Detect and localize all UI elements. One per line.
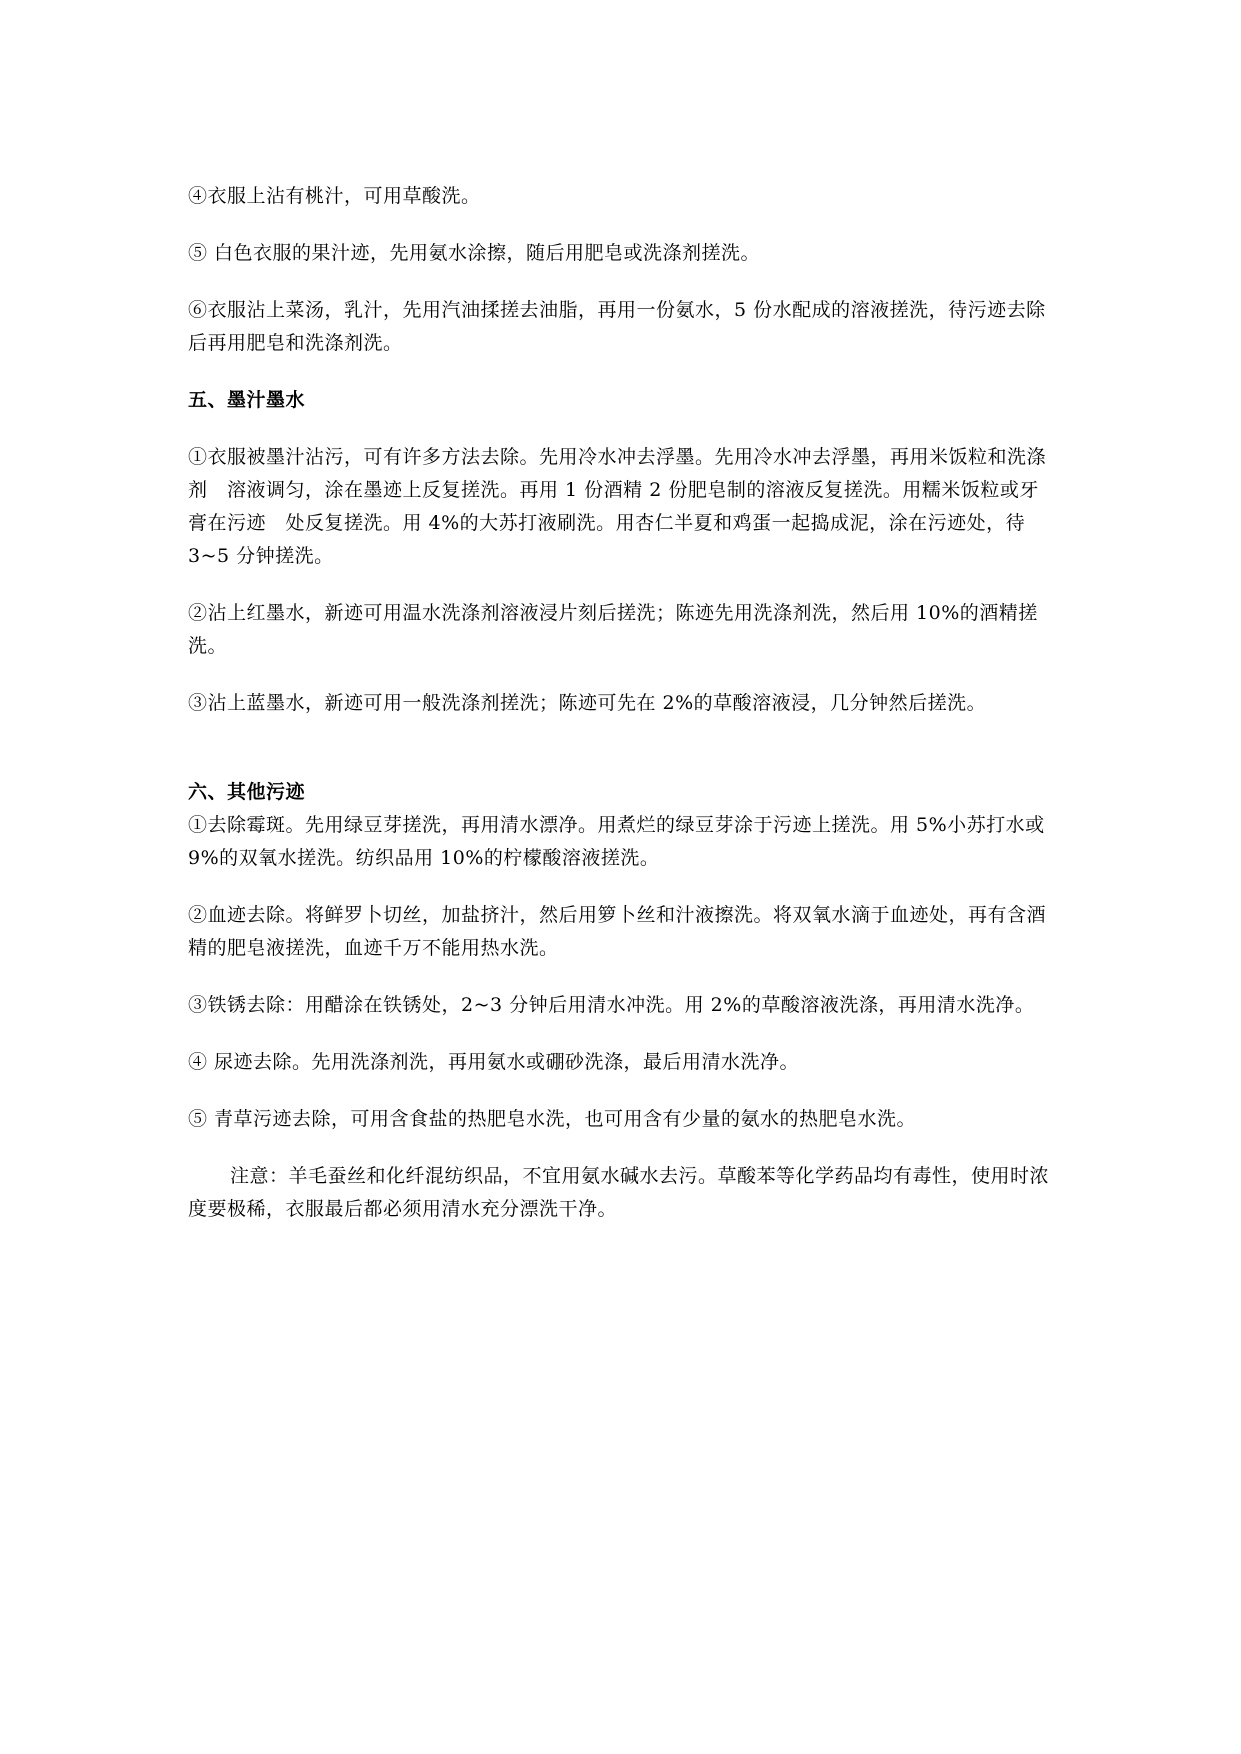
paragraph-rust: ③铁锈去除：用醋涂在铁锈处，2~3 分钟后用清水冲洗。用 2%的草酸溶液洗涤，再用清水洗净。: [188, 994, 1035, 1016]
paragraph-blood: ②血迹去除。将鲜罗卜切丝，加盐挤汁，然后用箩卜丝和汁液擦洗。将双氧水滴于血迹处，再有含酒精的肥皂液搓洗，血迹千万不能用热水洗。: [188, 904, 1047, 959]
paragraph-peach-juice: ④衣服上沾有桃汁，可用草酸洗。: [188, 185, 481, 207]
document-body: [188, 180, 1053, 1226]
paragraph-soup-milk: ⑥衣服沾上菜汤，乳汁，先用汽油揉搓去油脂，再用一份氨水，5 份水配成的溶液搓洗，待污迹去除后再用肥皂和洗涤剂洗。: [188, 299, 1046, 354]
section-heading-other-stains: 六、其他污迹: [188, 781, 306, 803]
paragraph-caution-note: 注意：羊毛蚕丝和化纤混纺织品，不宜用氨水碱水去污。草酸苯等化学药品均有毒性，使用时浓度要极稀，衣服最后都必须用清水充分漂洗干净。: [188, 1165, 1050, 1220]
paragraph-fruit-juice: ⑤ 白色衣服的果汁迹，先用氨水涂擦，随后用肥皂或洗涤剂搓洗。: [188, 242, 761, 264]
paragraph-mildew: ①去除霉斑。先用绿豆芽搓洗，再用清水漂净。用煮烂的绿豆芽涂于污迹上搓洗。用 5%小苏打水或 9%的双氧水搓洗。纺织品用 10%的柠檬酸溶液搓洗。: [188, 814, 1045, 869]
paragraph-ink-removal: ①衣服被墨汁沾污，可有许多方法去除。先用冷水冲去浮墨。先用冷水冲去浮墨，再用米饭粒和洗涤剂 溶液调匀，涂在墨迹上反复搓洗。再用 1 份酒精 2 份肥皂制的溶液反复搓洗。用糯米饭粒或牙膏在污迹 处反复搓洗。用 4%的大苏打液刷洗。用杏仁半夏和鸡蛋一起捣成泥，涂在污迹处，待 3~5 分钟搓洗。: [188, 446, 1047, 567]
paragraph-grass: ⑤ 青草污迹去除，可用含食盐的热肥皂水洗，也可用含有少量的氨水的热肥皂水洗。: [188, 1108, 917, 1130]
paragraph-red-ink: ②沾上红墨水，新迹可用温水洗涤剂溶液浸片刻后搓洗；陈迹先用洗涤剂洗，然后用 10%的酒精搓洗。: [188, 602, 1038, 657]
section-heading-ink: 五、墨汁墨水: [188, 389, 306, 411]
paragraph-urine: ④ 尿迹去除。先用洗涤剂洗，再用氨水或硼砂洗涤，最后用清水洗净。: [188, 1051, 800, 1073]
paragraph-blue-ink: ③沾上蓝墨水，新迹可用一般洗涤剂搓洗；陈迹可先在 2%的草酸溶液浸，几分钟然后搓洗。: [188, 692, 987, 714]
